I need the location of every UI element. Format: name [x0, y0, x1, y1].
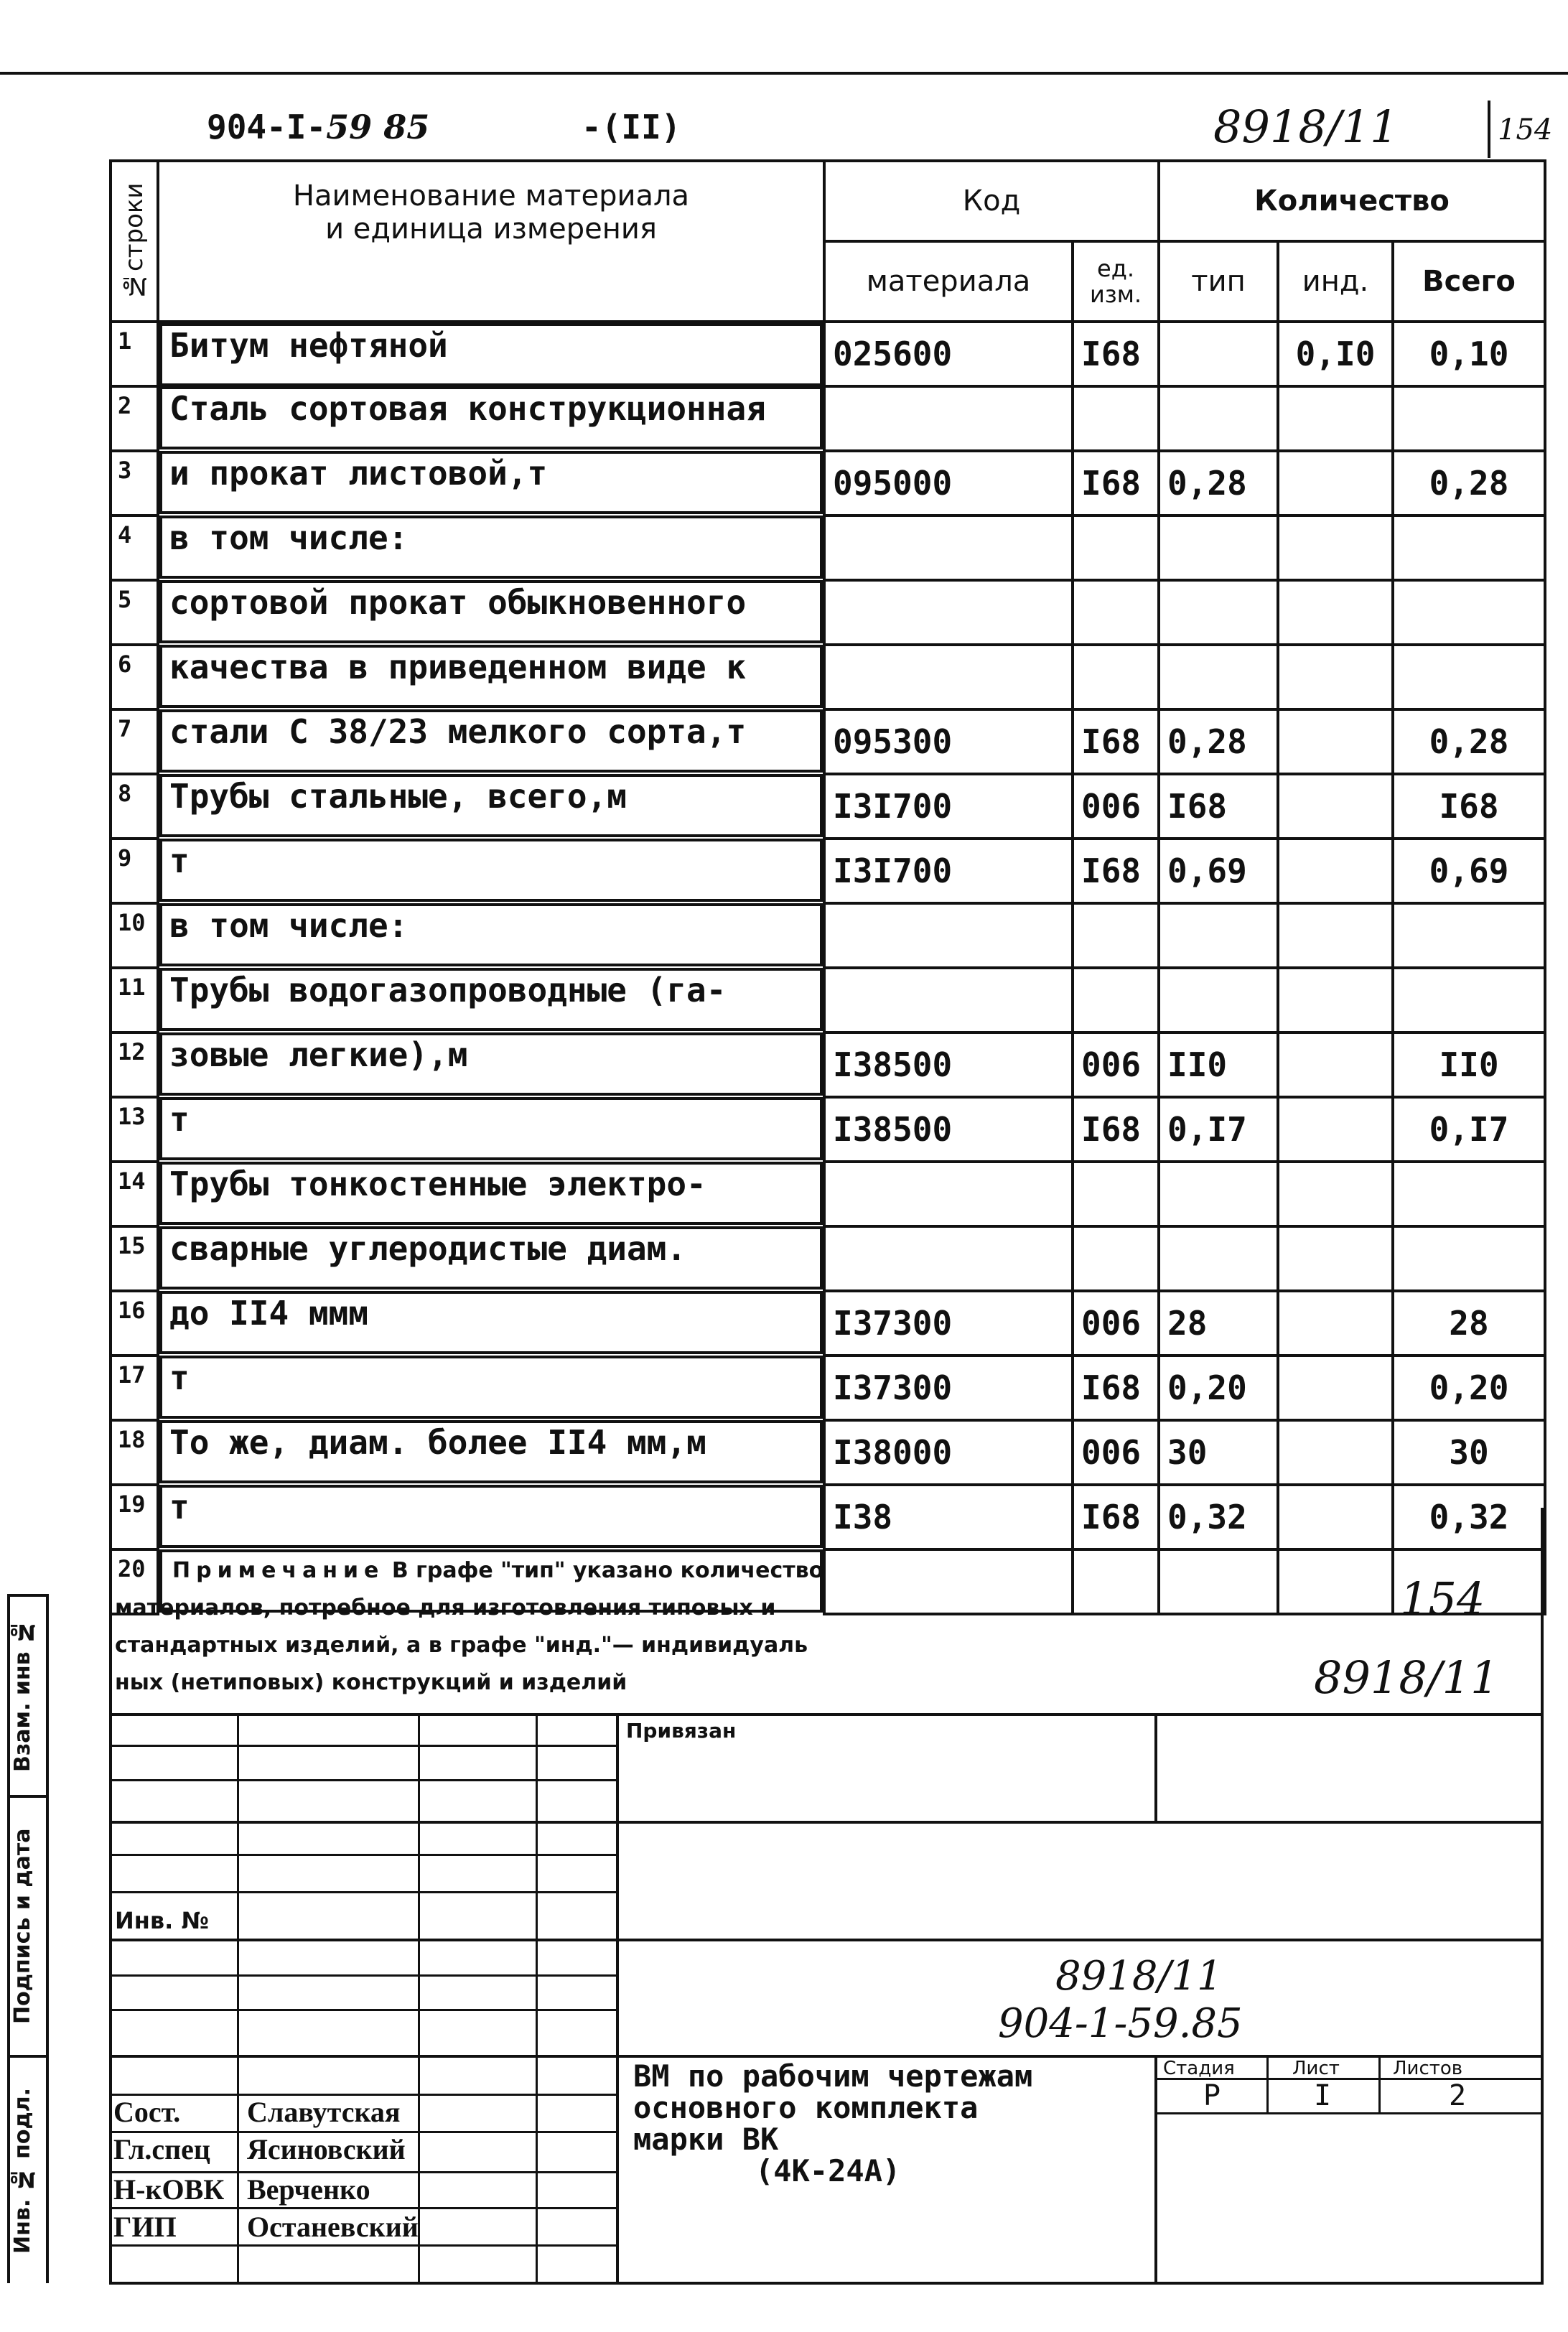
total-cell: 0,32: [1393, 1485, 1545, 1549]
stamp-hand-inv: 8918/11: [1055, 1953, 1223, 2000]
stamp-row-line: [109, 1779, 617, 1781]
unit-cell: 006: [1073, 1032, 1159, 1097]
unit-letter: [746, 648, 763, 705]
unit-cell: [1073, 580, 1159, 645]
material-name: до II4 мм: [169, 1294, 349, 1333]
inv-no-label: Инв. №: [115, 1907, 209, 1934]
doc-code-prefix: 904-I-: [207, 108, 327, 146]
signatory-name: Ясиновский: [247, 2133, 406, 2165]
tip-header: тип: [1159, 241, 1278, 322]
unit-letter: [448, 326, 465, 383]
code-cell: 095000: [824, 451, 1073, 516]
frame-bottom: [109, 2282, 1544, 2285]
material-header: материала: [824, 241, 1073, 322]
unit-cell: I68: [1073, 839, 1159, 903]
name-cell: [159, 1356, 823, 1419]
total-cell: 0,I7: [1393, 1097, 1545, 1162]
table-row: [111, 774, 1545, 839]
name-cell: [159, 645, 823, 708]
unit-cell: I68: [1073, 709, 1159, 774]
rownum-cell: 8: [111, 774, 158, 839]
total-cell: 30: [1393, 1420, 1545, 1485]
rownum-cell: 17: [111, 1356, 158, 1420]
total-cell: 0,28: [1393, 709, 1545, 774]
stamp-top-line: [109, 1713, 1544, 1716]
code-cell: [824, 1162, 1073, 1226]
material-name: То же, диам. более II4 мм,: [169, 1423, 687, 1462]
unit-cell: I68: [1073, 322, 1159, 386]
rownum-cell: 7: [111, 709, 158, 774]
table-row: [111, 645, 1545, 709]
tip-cell: [1159, 903, 1278, 968]
rownum-cell: 5: [111, 580, 158, 645]
stamp-col-line: [1154, 1713, 1157, 1822]
code-cell: I38500: [824, 1032, 1073, 1097]
frame-left: [109, 1508, 112, 2283]
ind-cell: [1278, 1291, 1393, 1356]
code-cell: I38500: [824, 1097, 1073, 1162]
stamp-title-line1: ВМ по рабочим чертежам: [633, 2058, 1033, 2094]
qty-header: Количество: [1159, 161, 1545, 241]
table-row: [111, 1420, 1545, 1485]
stamp-hand-code: 904-1-59.85: [998, 2000, 1243, 2047]
table-row: [111, 839, 1545, 903]
tip-cell: [1159, 1226, 1278, 1291]
note-line3: стандартных изделий, а в графе "инд."— индивидуаль: [115, 1633, 808, 1658]
materials-table: [109, 159, 1546, 1615]
sidebar-right-edge: [46, 1594, 49, 2283]
inv-number-hand: 8918/11: [1213, 101, 1399, 153]
unit-letter: т: [169, 841, 190, 880]
signatory-name: Останевский: [247, 2211, 419, 2243]
name-cell: [159, 968, 823, 1031]
stamp-col-line: [536, 1713, 538, 2285]
ind-cell: [1278, 709, 1393, 774]
code-cell: I3I700: [824, 839, 1073, 903]
code-cell: [824, 968, 1073, 1032]
stamp-row-line: [109, 1891, 617, 1893]
rownum-cell: 18: [111, 1420, 158, 1485]
name-cell: [159, 1032, 823, 1096]
sidebar-line: [7, 2055, 49, 2058]
unit-letter: м: [686, 1423, 706, 1462]
name-cell: [159, 1226, 823, 1289]
tip-cell: 0,I7: [1159, 1097, 1278, 1162]
rownum-cell: 19: [111, 1485, 158, 1549]
stamp-col-line: [237, 1713, 239, 2285]
ind-cell: [1278, 516, 1393, 580]
stamp-row-line: [109, 1821, 1544, 1824]
stamp-title: [633, 2058, 1033, 2188]
sidebar-vzam: Взам. инв №: [10, 1618, 35, 1772]
stamp-col-line: [616, 1713, 619, 2285]
stamp-col-line: [1266, 2055, 1269, 2114]
table-row: [111, 580, 1545, 645]
name-cell: [159, 1291, 823, 1354]
total-header: Всего: [1393, 241, 1545, 322]
tip-cell: [1159, 516, 1278, 580]
ind-cell: [1278, 1162, 1393, 1226]
material-name: Трубы стальные, всего,: [169, 777, 607, 816]
page-box-divider: [1488, 101, 1490, 158]
total-cell: [1393, 1226, 1545, 1291]
code-cell: [824, 645, 1073, 709]
tip-cell: 0,69: [1159, 839, 1278, 903]
rownum-cell: 1: [111, 322, 158, 386]
material-name: стали С 38/23 мелкого сорта,т: [169, 712, 747, 751]
table-row: [111, 1291, 1545, 1356]
material-name: в том числе:: [169, 906, 409, 945]
table-row: [111, 1226, 1545, 1291]
unit-letter: [726, 971, 743, 1028]
ind-cell: [1278, 645, 1393, 709]
ind-cell: [1278, 839, 1393, 903]
unit-cell: I68: [1073, 451, 1159, 516]
tip-cell: 0,28: [1159, 451, 1278, 516]
note-label: Примечание: [172, 1558, 385, 1583]
name-cell: [159, 451, 823, 514]
stamp-title-line3: марки ВК: [633, 2122, 779, 2157]
stage-value: Р: [1203, 2079, 1221, 2112]
unit-letter: т: [169, 1358, 190, 1397]
doc-suffix: -(II): [582, 108, 681, 146]
rownum-cell: 10: [111, 903, 158, 968]
tip-cell: I68: [1159, 774, 1278, 839]
signatory-role: ГИП: [113, 2211, 177, 2243]
unit-header: ед. изм.: [1073, 241, 1159, 322]
top-rule: [0, 72, 1568, 75]
tip-cell: [1159, 1549, 1278, 1614]
name-cell: [159, 386, 823, 449]
total-cell: 0,69: [1393, 839, 1545, 903]
sheets-value: 2: [1449, 2079, 1467, 2112]
material-name: Трубы тонкостенные электро-: [169, 1165, 706, 1203]
material-name: качества в приведенном виде к: [169, 648, 747, 686]
name-header: [158, 161, 824, 322]
rownum-cell: 16: [111, 1291, 158, 1356]
unit-cell: I68: [1073, 1485, 1159, 1549]
unit-letter: м: [348, 1294, 368, 1333]
material-name: Битум нефтяной: [169, 326, 448, 365]
name-header-line1: Наименование материала: [292, 179, 690, 213]
table-row: [111, 1485, 1545, 1549]
table-row: [111, 1032, 1545, 1097]
tip-cell: [1159, 386, 1278, 451]
name-cell: [159, 1485, 823, 1548]
ind-cell: 0,I0: [1278, 322, 1393, 386]
unit-letter: [706, 1165, 724, 1222]
note-line4: ных (нетиповых) конструкций и изделий: [115, 1670, 627, 1695]
name-cell: [159, 1162, 823, 1225]
unit-letter: т: [527, 454, 548, 493]
sidebar-podpis: Подпись и дата: [10, 1828, 35, 2025]
unit-cell: [1073, 903, 1159, 968]
unit-cell: [1073, 1226, 1159, 1291]
material-name: и прокат листовой,: [169, 454, 528, 493]
code-cell: I37300: [824, 1356, 1073, 1420]
signatory-name: Верченко: [247, 2173, 370, 2206]
stamp-row-line: [109, 1745, 617, 1747]
code-cell: I38000: [824, 1420, 1073, 1485]
unit-cell: [1073, 1549, 1159, 1614]
rownum-cell: 12: [111, 1032, 158, 1097]
signatory-role: Сост.: [113, 2096, 181, 2128]
sidebar-line: [7, 1795, 49, 1798]
total-cell: 28: [1393, 1291, 1545, 1356]
code-cell: [824, 903, 1073, 968]
rownum-cell: 9: [111, 839, 158, 903]
ind-cell: [1278, 1485, 1393, 1549]
sheet-label: Лист: [1292, 2058, 1340, 2079]
doc-code-hand: 59 85: [326, 108, 430, 146]
unit-cell: 006: [1073, 774, 1159, 839]
rownum-cell: 4: [111, 516, 158, 580]
note-line1: В графе "тип" указано количество: [391, 1558, 824, 1583]
table-row: [111, 1356, 1545, 1420]
tip-cell: 30: [1159, 1420, 1278, 1485]
name-cell: [159, 516, 823, 579]
table-row: [111, 709, 1545, 774]
unit-cell: I68: [1073, 1356, 1159, 1420]
sidebar-inv-podl: Инв. № подл.: [10, 2087, 35, 2254]
name-cell: [159, 1097, 823, 1160]
total-cell: 0,10: [1393, 322, 1545, 386]
code-cell: I38: [824, 1485, 1073, 1549]
code-cell: [824, 516, 1073, 580]
tip-cell: [1159, 968, 1278, 1032]
tip-cell: 0,32: [1159, 1485, 1278, 1549]
unit-cell: [1073, 516, 1159, 580]
stamp-row-line: [109, 2244, 617, 2247]
total-cell: [1393, 580, 1545, 645]
note: [115, 1552, 976, 1702]
unit-letter: [746, 712, 763, 770]
stamp-title-line4: (4К-24А): [755, 2153, 901, 2188]
unit-letter: т: [169, 1100, 190, 1139]
unit-cell: 006: [1073, 1420, 1159, 1485]
stamp-col-line: [1154, 2055, 1157, 2285]
note-hand-page: 154: [1400, 1572, 1485, 1625]
tip-cell: [1159, 1162, 1278, 1226]
code-cell: [824, 1226, 1073, 1291]
note-line2: материалов, потребное для изготовления типовых и: [115, 1595, 776, 1620]
ind-cell: [1278, 774, 1393, 839]
doc-code: [207, 108, 429, 146]
ind-cell: [1278, 1420, 1393, 1485]
stamp-row-line: [109, 2207, 617, 2209]
tip-cell: 28: [1159, 1291, 1278, 1356]
table-row: [111, 451, 1545, 516]
unit-letter: [408, 518, 425, 576]
stamp-row-line: [109, 2009, 617, 2011]
code-cell: I3I700: [824, 774, 1073, 839]
ind-cell: [1278, 968, 1393, 1032]
privyazan-label: Привязан: [626, 1719, 737, 1743]
rownum-header: №строки: [111, 161, 158, 322]
page-number-hand: 154: [1498, 113, 1553, 146]
total-cell: [1393, 645, 1545, 709]
unit-cell: [1073, 645, 1159, 709]
total-cell: [1393, 516, 1545, 580]
rownum-cell: 6: [111, 645, 158, 709]
total-cell: [1393, 1162, 1545, 1226]
stamp-row-line: [1154, 2112, 1542, 2114]
material-name: в том числе:: [169, 518, 409, 557]
total-cell: [1393, 386, 1545, 451]
tip-cell: 0,28: [1159, 709, 1278, 774]
code-header: Код: [824, 161, 1159, 241]
name-header-line2: и единица измерения: [325, 213, 657, 246]
tip-cell: [1159, 322, 1278, 386]
ind-cell: [1278, 580, 1393, 645]
unit-letter: [766, 389, 783, 447]
material-name: сварные углеродистые диам.: [169, 1229, 687, 1268]
ind-cell: [1278, 386, 1393, 451]
total-cell: II0: [1393, 1032, 1545, 1097]
unit-letter: м: [447, 1035, 468, 1074]
name-cell: [159, 839, 823, 902]
total-cell: I68: [1393, 774, 1545, 839]
unit-cell: I68: [1073, 1097, 1159, 1162]
stamp-title-line2: основного комплекта: [633, 2090, 979, 2125]
stage-label: Стадия: [1163, 2058, 1235, 2079]
rownum-cell: 14: [111, 1162, 158, 1226]
ind-cell: [1278, 1097, 1393, 1162]
note-hand-inv: 8918/11: [1314, 1651, 1499, 1704]
unit-cell: [1073, 1162, 1159, 1226]
code-cell: [824, 386, 1073, 451]
table-row: [111, 1162, 1545, 1226]
rownum-cell: 2: [111, 386, 158, 451]
total-cell: 0,20: [1393, 1356, 1545, 1420]
unit-letter: [746, 583, 763, 640]
ind-cell: [1278, 903, 1393, 968]
total-cell: [1393, 903, 1545, 968]
rownum-cell: 11: [111, 968, 158, 1032]
material-name: сортовой прокат обыкновенного: [169, 583, 747, 622]
code-cell: I37300: [824, 1291, 1073, 1356]
ind-cell: [1278, 1356, 1393, 1420]
frame-right: [1541, 1508, 1544, 2283]
table-row: [111, 903, 1545, 968]
material-name: зовые легкие),: [169, 1035, 448, 1074]
name-cell: [159, 709, 823, 773]
signatory-role: Н-кОВК: [113, 2173, 225, 2206]
ind-cell: [1278, 1226, 1393, 1291]
total-cell: 0,28: [1393, 451, 1545, 516]
name-cell: [159, 903, 823, 966]
tip-cell: [1159, 580, 1278, 645]
table-row: [111, 516, 1545, 580]
material-name: Трубы водогазопроводные (га-: [169, 971, 727, 1009]
tip-cell: II0: [1159, 1032, 1278, 1097]
table-row: [111, 386, 1545, 451]
stamp-col-line: [418, 1713, 420, 2285]
unit-cell: 006: [1073, 1291, 1159, 1356]
name-cell: [159, 774, 823, 837]
code-cell: [824, 580, 1073, 645]
ind-cell: [1278, 451, 1393, 516]
code-cell: 095300: [824, 709, 1073, 774]
rownum-cell: 13: [111, 1097, 158, 1162]
stamp-row-line: [109, 1854, 617, 1856]
ind-cell: [1278, 1549, 1393, 1614]
unit-cell: [1073, 968, 1159, 1032]
unit-letter: [686, 1229, 704, 1287]
material-name: Сталь сортовая конструкционная: [169, 389, 766, 428]
signatory-name: Славутская: [247, 2096, 401, 2128]
tip-cell: [1159, 645, 1278, 709]
rownum-cell: 3: [111, 451, 158, 516]
stamp-col-line: [1378, 2055, 1381, 2114]
rownum-cell: 15: [111, 1226, 158, 1291]
unit-letter: м: [607, 777, 627, 816]
unit-cell: [1073, 386, 1159, 451]
table-row: [111, 1097, 1545, 1162]
table-row: [111, 322, 1545, 386]
ind-header: инд.: [1278, 241, 1393, 322]
name-cell: [159, 1420, 823, 1483]
table-row: [111, 968, 1545, 1032]
ind-cell: [1278, 1032, 1393, 1097]
sheet-value: I: [1314, 2079, 1332, 2112]
stamp-row-line: [109, 1974, 617, 1977]
signatory-role: Гл.спец: [113, 2133, 210, 2165]
code-cell: 025600: [824, 322, 1073, 386]
rownum-cell: 20: [111, 1549, 158, 1614]
tip-cell: 0,20: [1159, 1356, 1278, 1420]
unit-letter: [408, 906, 425, 964]
total-cell: [1393, 968, 1545, 1032]
stamp-row-line: [109, 1939, 1544, 1941]
unit-letter: т: [169, 1488, 190, 1526]
sheets-label: Листов: [1393, 2058, 1463, 2079]
name-cell: [159, 580, 823, 643]
name-cell: [159, 323, 823, 386]
